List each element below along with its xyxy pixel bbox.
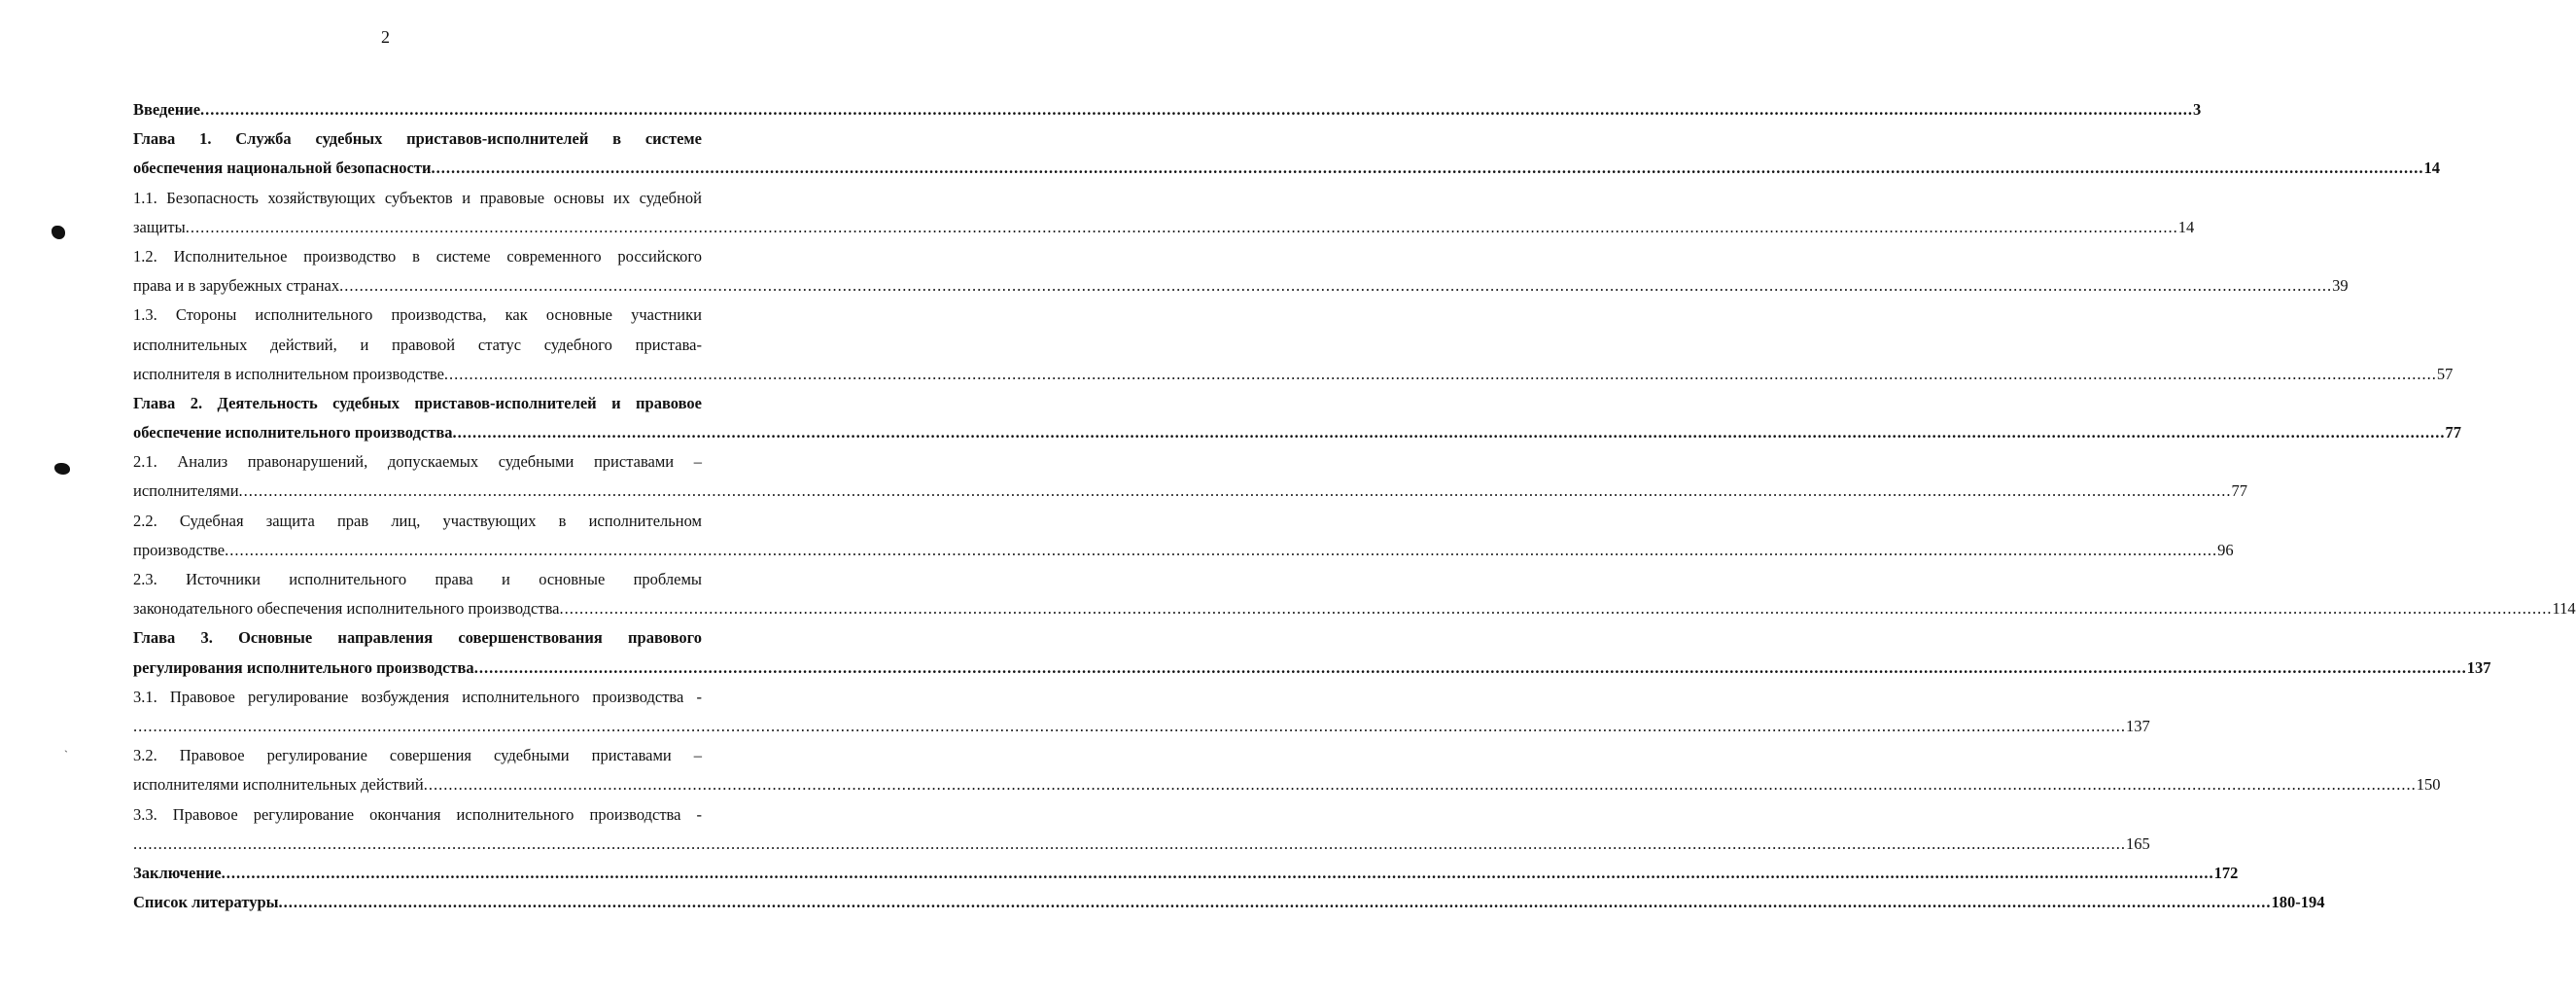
toc-entry-line: 2.1. Анализ правонарушений, допускаемых судебными приставами –	[133, 452, 702, 472]
toc-entry-page: 57	[2436, 364, 2454, 383]
toc-entry-line: 1.3. Стороны исполнительного производства, как основные участники	[133, 305, 702, 325]
dot-leader: ................................................................................................................................................................................................................................................................................................................................................................................................................	[133, 833, 2126, 853]
toc-entry[interactable]	[133, 124, 2440, 183]
toc-entry-line: 1.1. Безопасность хозяйствующих субъектов и правовые основы их судебной	[133, 188, 702, 207]
toc-entry-leader-line	[133, 859, 2239, 888]
toc-entry-leader-line	[133, 712, 2150, 741]
toc-entry-line: 3.2. Правовое регулирование совершения судебными приставами –	[133, 746, 702, 765]
toc-entry-page: 77	[2445, 423, 2461, 443]
dot-leader: ................................................................................................................................................................................................................................................................................................................................................................................................................	[200, 100, 2194, 119]
toc-entry-leader-line	[133, 154, 2440, 183]
toc-entry[interactable]	[133, 683, 2150, 741]
toc-entry-leader-line	[133, 830, 2150, 859]
toc-entry[interactable]	[133, 301, 2454, 389]
toc-entry-leader-line	[133, 477, 2248, 506]
toc-entry-leader-line	[133, 536, 2234, 565]
toc-entry-line: 2.2. Судебная защита прав лиц, участвующих в исполнительном	[133, 511, 702, 530]
page-number: 2	[381, 27, 390, 47]
toc-entry-leader-line	[133, 360, 2454, 389]
toc-entry-line: 3.3. Правовое регулирование окончания исполнительного производства -	[133, 804, 702, 824]
toc-entry-page: 137	[2466, 657, 2491, 677]
toc-entry-leader-line	[133, 888, 2325, 917]
toc-entry-title: Список литературы	[133, 893, 279, 912]
toc-entry-title: Заключение	[133, 863, 222, 882]
toc-entry-leader-line	[133, 418, 2461, 447]
toc-entry-page: 150	[2416, 775, 2441, 795]
toc-entry-leader-line	[133, 770, 2441, 799]
toc-entry-title: исполнителями	[133, 481, 239, 501]
toc-entry[interactable]	[133, 507, 2234, 565]
toc-entry-line: исполнительных действий, и правовой статус судебного пристава-	[133, 335, 702, 354]
scan-mark	[52, 226, 65, 239]
toc-entry-page: 137	[2126, 716, 2150, 735]
toc-entry-title: Введение	[133, 100, 201, 119]
dot-leader: ................................................................................................................................................................................................................................................................................................................................................................................................................	[225, 540, 2218, 559]
toc-entry-line: Глава 1. Служба судебных приставов-исполнителей в системе	[133, 129, 702, 149]
toc-entry-page: 165	[2126, 833, 2150, 853]
toc-entry-line: Глава 3. Основные направления совершенствования правового	[133, 628, 702, 648]
toc-entry[interactable]	[133, 389, 2461, 447]
toc-entry[interactable]	[133, 623, 2491, 682]
toc-entry-leader-line	[133, 271, 2349, 301]
scan-mark: ˎ	[64, 739, 68, 753]
toc-entry-title: исполнителя в исполнительном производстве	[133, 364, 444, 383]
dot-leader: ................................................................................................................................................................................................................................................................................................................................................................................................................	[443, 364, 2437, 383]
toc-entry-title: производстве	[133, 540, 226, 559]
dot-leader: ................................................................................................................................................................................................................................................................................................................................................................................................................	[431, 159, 2424, 178]
toc-entry-page: 14	[2177, 217, 2195, 236]
toc-entry-line: 3.1. Правовое регулирование возбуждения исполнительного производства -	[133, 687, 702, 706]
toc-entry[interactable]	[133, 859, 2239, 888]
dot-leader: ................................................................................................................................................................................................................................................................................................................................................................................................................	[185, 217, 2178, 236]
dot-leader: ................................................................................................................................................................................................................................................................................................................................................................................................................	[452, 423, 2446, 443]
toc-entry-line: 1.2. Исполнительное производство в системе современного российского	[133, 246, 702, 266]
dot-leader: ................................................................................................................................................................................................................................................................................................................................................................................................................	[221, 863, 2214, 882]
dot-leader: ................................................................................................................................................................................................................................................................................................................................................................................................................	[559, 599, 2553, 619]
toc-entry-page: 77	[2231, 481, 2248, 501]
toc-entry-title: регулирования исполнительного производства	[133, 657, 474, 677]
toc-entry-page: 180-194	[2271, 893, 2325, 912]
toc-entry-title: защиты	[133, 217, 186, 236]
toc-entry-leader-line	[133, 594, 2576, 623]
toc-entry-line: Глава 2. Деятельность судебных приставов-исполнителей и правовое	[133, 393, 702, 412]
toc-entry[interactable]	[133, 741, 2441, 799]
toc-entry-title: законодательного обеспечения исполнительного производства	[133, 599, 560, 619]
scan-mark	[54, 463, 70, 475]
toc-entry-page: 39	[2332, 276, 2349, 296]
toc-entry-leader-line	[133, 654, 2491, 683]
toc-entry-page: 114	[2552, 599, 2576, 619]
toc-entry[interactable]	[133, 800, 2150, 859]
toc-entry[interactable]	[133, 447, 2248, 506]
dot-leader: ................................................................................................................................................................................................................................................................................................................................................................................................................	[278, 893, 2272, 912]
dot-leader: ................................................................................................................................................................................................................................................................................................................................................................................................................	[423, 775, 2417, 795]
toc-entry[interactable]	[133, 888, 2325, 917]
toc-entry-page: 3	[2193, 100, 2202, 119]
toc-entry-title: обеспечения национальной безопасности	[133, 159, 432, 178]
dot-leader: ................................................................................................................................................................................................................................................................................................................................................................................................................	[133, 716, 2126, 735]
toc-entry-title: исполнителями исполнительных действий	[133, 775, 424, 795]
toc-entry[interactable]	[133, 95, 2202, 124]
toc-entry[interactable]	[133, 184, 2195, 242]
toc-entry-page: 172	[2213, 863, 2239, 882]
toc-entry[interactable]	[133, 565, 2576, 623]
dot-leader: ................................................................................................................................................................................................................................................................................................................................................................................................................	[238, 481, 2232, 501]
dot-leader: ................................................................................................................................................................................................................................................................................................................................................................................................................	[339, 276, 2333, 296]
toc-entry-title: права и в зарубежных странах	[133, 276, 340, 296]
toc-entry-leader-line	[133, 95, 2202, 124]
toc-entry-page: 96	[2217, 540, 2234, 559]
toc-entry-page: 14	[2423, 159, 2440, 178]
toc-entry[interactable]	[133, 242, 2349, 301]
toc-entry-title: обеспечение исполнительного производства	[133, 423, 453, 443]
dot-leader: ................................................................................................................................................................................................................................................................................................................................................................................................................	[473, 657, 2467, 677]
table-of-contents	[133, 95, 2576, 917]
toc-entry-line: 2.3. Источники исполнительного права и основные проблемы	[133, 570, 702, 588]
toc-entry-leader-line	[133, 213, 2195, 242]
